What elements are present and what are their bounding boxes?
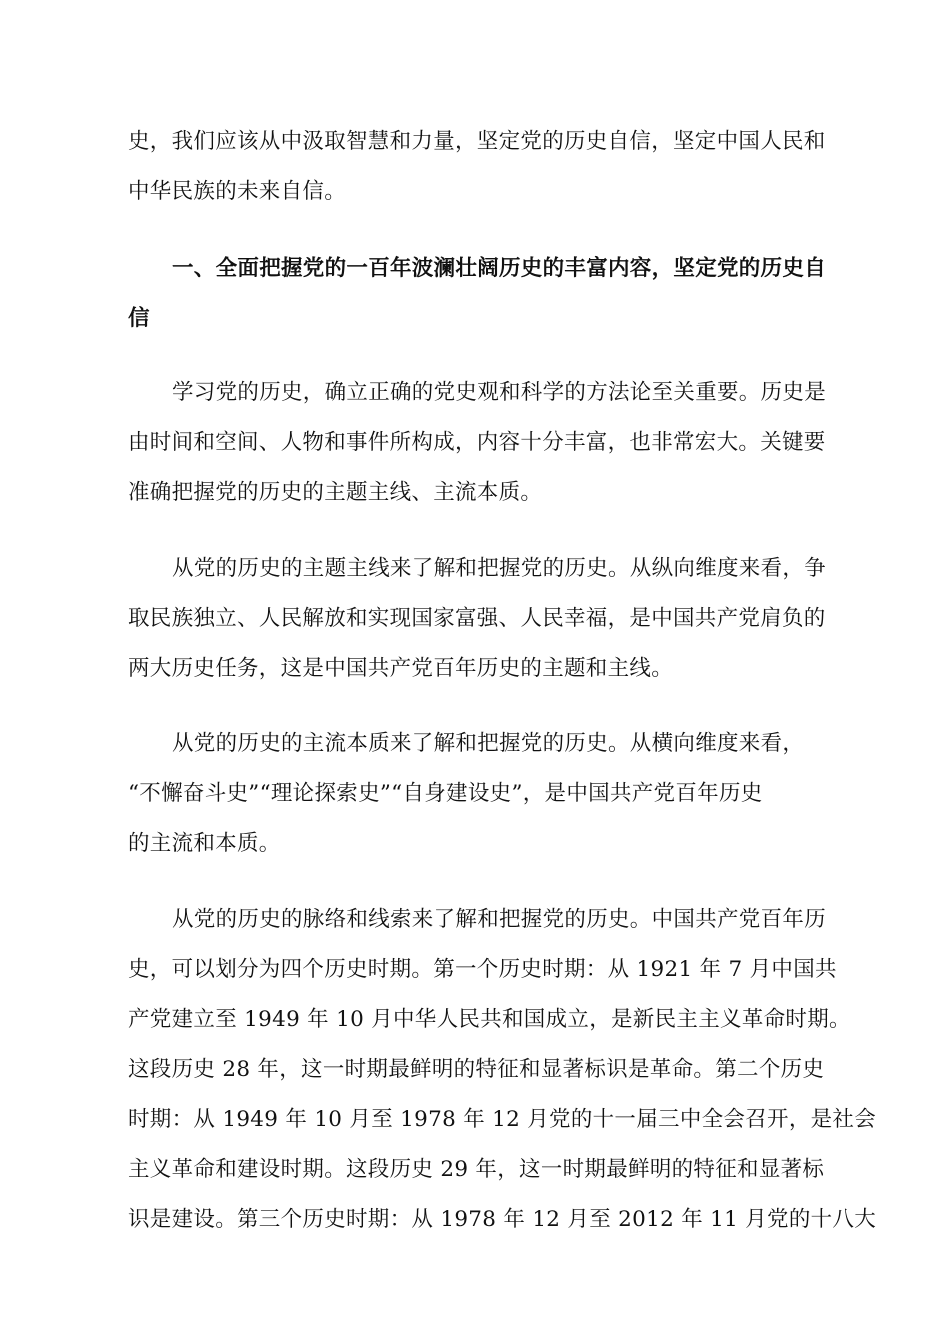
- text-line: 从党的历史的主题主线来了解和把握党的历史。从纵向维度来看，争: [172, 556, 827, 581]
- text-line: 两大历史任务，这是中国共产党百年历史的主题和主线。: [128, 656, 674, 681]
- section-heading: 信: [128, 306, 150, 331]
- text-line: 这段历史 28 年，这一时期最鲜明的特征和显著标识是革命。第二个历史: [128, 1057, 825, 1082]
- text-line: 由时间和空间、人物和事件所构成，内容十分丰富，也非常宏大。关键要: [128, 430, 826, 455]
- text-line: 识是建设。第三个历史时期：从 1978 年 12 月至 2012 年 11 月党的十八大: [128, 1207, 877, 1232]
- text-line: 史，可以划分为四个历史时期。第一个历史时期：从 1921 年 7 月中国共: [128, 957, 837, 982]
- text-line: 学习党的历史，确立正确的党史观和科学的方法论至关重要。历史是: [172, 380, 827, 405]
- text-line: 从党的历史的脉络和线索来了解和把握党的历史。中国共产党百年历: [172, 907, 827, 932]
- text-line: 的主流和本质。: [128, 831, 281, 856]
- text-line: 中华民族的未来自信。: [128, 179, 347, 204]
- text-line: 史，我们应该从中汲取智慧和力量，坚定党的历史自信，坚定中国人民和: [128, 129, 826, 154]
- text-line: 产党建立至 1949 年 10 月中华人民共和国成立，是新民主主义革命时期。: [128, 1007, 851, 1032]
- text-line: 主义革命和建设时期。这段历史 29 年，这一时期最鲜明的特征和显著标: [128, 1157, 825, 1182]
- text-line: 从党的历史的主流本质来了解和把握党的历史。从横向维度来看，: [172, 731, 805, 756]
- text-line: 取民族独立、人民解放和实现国家富强、人民幸福，是中国共产党肩负的: [128, 606, 826, 631]
- text-line: 准确把握党的历史的主题主线、主流本质。: [128, 480, 543, 505]
- text-line: “不懈奋斗史”“理论探索史”“自身建设史”，是中国共产党百年历史: [128, 781, 763, 806]
- section-heading: 一、全面把握党的一百年波澜壮阔历史的丰富内容，坚定党的历史自: [172, 256, 827, 281]
- text-line: 时期：从 1949 年 10 月至 1978 年 12 月党的十一届三中全会召开，是社会: [128, 1107, 877, 1132]
